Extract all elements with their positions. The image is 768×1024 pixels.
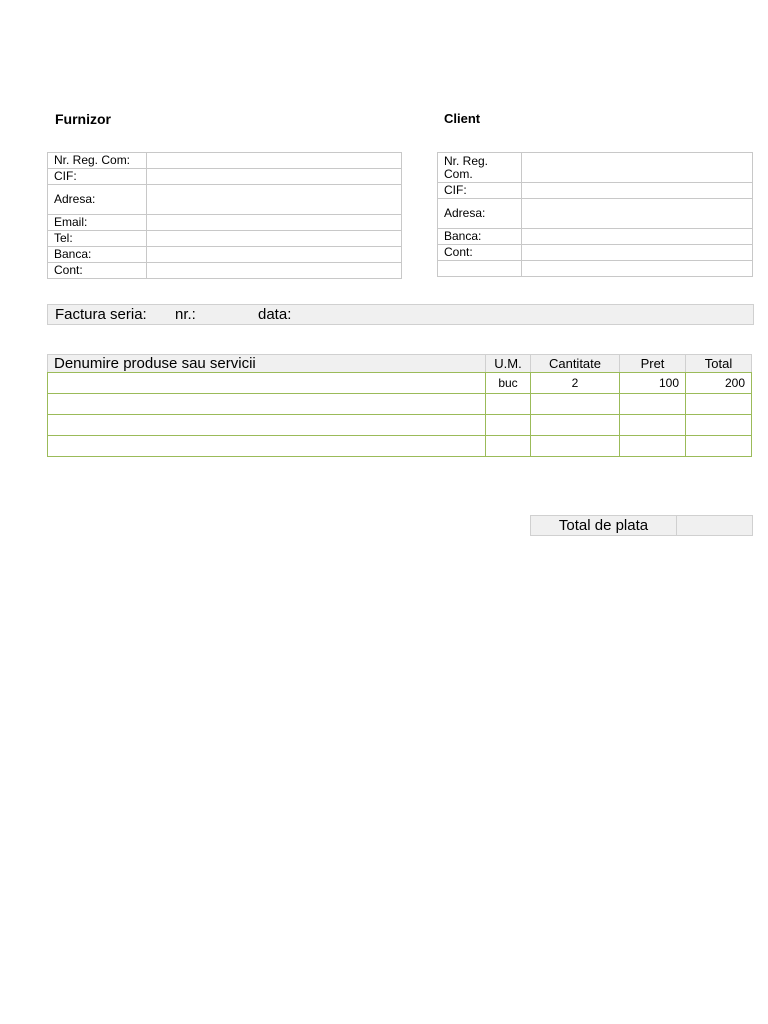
supplier-email-value[interactable]	[147, 215, 402, 231]
supplier-row-address	[48, 185, 402, 215]
total-row	[531, 516, 753, 536]
item-total-cell[interactable]: 200	[686, 373, 752, 394]
items-header-row	[48, 355, 752, 373]
items-header-price: Pret	[620, 355, 686, 373]
supplier-cif-label: CIF:	[48, 169, 147, 185]
supplier-bank-label: Banca:	[48, 247, 147, 263]
client-cif-label: CIF:	[438, 183, 522, 199]
supplier-address-value[interactable]	[147, 185, 402, 215]
supplier-account-label: Cont:	[48, 263, 147, 279]
table-row	[48, 394, 752, 415]
supplier-bank-value[interactable]	[147, 247, 402, 263]
item-total-cell[interactable]	[686, 394, 752, 415]
table-row	[48, 436, 752, 457]
item-unit-cell[interactable]	[486, 415, 531, 436]
supplier-row-tel	[48, 231, 402, 247]
client-reg-com-value[interactable]	[522, 153, 753, 183]
item-unit-cell[interactable]	[486, 394, 531, 415]
supplier-tel-value[interactable]	[147, 231, 402, 247]
supplier-row-email	[48, 215, 402, 231]
supplier-tel-label: Tel:	[48, 231, 147, 247]
supplier-row-reg-com	[48, 153, 402, 169]
item-price-cell[interactable]	[620, 436, 686, 457]
items-header-name: Denumire produse sau servicii	[48, 355, 486, 373]
items-header-quantity: Cantitate	[531, 355, 620, 373]
items-table	[47, 354, 752, 457]
item-total-cell[interactable]	[686, 436, 752, 457]
client-reg-com-label-line1: Nr. Reg.	[444, 153, 489, 168]
item-price-cell[interactable]	[620, 415, 686, 436]
total-table	[530, 515, 753, 536]
client-bank-label: Banca:	[438, 229, 522, 245]
client-address-label: Adresa:	[438, 199, 522, 229]
client-account-label: Cont:	[438, 245, 522, 261]
item-quantity-cell[interactable]	[531, 394, 620, 415]
client-row-reg-com	[438, 153, 753, 183]
client-table	[437, 152, 753, 277]
item-price-cell[interactable]	[620, 394, 686, 415]
supplier-row-cif	[48, 169, 402, 185]
table-row	[48, 415, 752, 436]
client-reg-com-label	[438, 153, 522, 183]
client-address-value[interactable]	[522, 199, 753, 229]
client-row-cif	[438, 183, 753, 199]
supplier-email-label: Email:	[48, 215, 147, 231]
invoice-number-label: nr.:	[175, 306, 196, 323]
items-header-total: Total	[686, 355, 752, 373]
client-row-account	[438, 245, 753, 261]
invoice-info-bar	[47, 304, 754, 325]
client-row-blank	[438, 261, 753, 277]
client-cif-value[interactable]	[522, 183, 753, 199]
item-quantity-cell[interactable]	[531, 415, 620, 436]
supplier-row-account	[48, 263, 402, 279]
supplier-account-value[interactable]	[147, 263, 402, 279]
client-row-bank	[438, 229, 753, 245]
table-row	[48, 373, 752, 394]
supplier-row-bank	[48, 247, 402, 263]
items-header-unit: U.M.	[486, 355, 531, 373]
item-unit-cell[interactable]	[486, 436, 531, 457]
client-row-address	[438, 199, 753, 229]
item-quantity-cell[interactable]: 2	[531, 373, 620, 394]
supplier-table	[47, 152, 402, 279]
item-name-cell[interactable]	[48, 415, 486, 436]
supplier-cif-value[interactable]	[147, 169, 402, 185]
item-quantity-cell[interactable]	[531, 436, 620, 457]
supplier-reg-com-value[interactable]	[147, 153, 402, 169]
supplier-heading: Furnizor	[55, 111, 111, 127]
item-price-cell[interactable]: 100	[620, 373, 686, 394]
invoice-date-label: data:	[258, 306, 292, 323]
invoice-series-label: Factura seria:	[55, 306, 147, 323]
client-heading: Client	[444, 111, 481, 126]
client-reg-com-label-line2: Com.	[444, 166, 473, 181]
item-total-cell[interactable]	[686, 415, 752, 436]
item-unit-cell[interactable]: buc	[486, 373, 531, 394]
supplier-address-label: Adresa:	[48, 185, 147, 215]
client-blank-value[interactable]	[522, 261, 753, 277]
item-name-cell[interactable]	[48, 436, 486, 457]
client-blank-label	[438, 261, 522, 277]
supplier-reg-com-label: Nr. Reg. Com:	[48, 153, 147, 169]
client-bank-value[interactable]	[522, 229, 753, 245]
item-name-cell[interactable]	[48, 394, 486, 415]
item-name-cell[interactable]	[48, 373, 486, 394]
total-label: Total de plata	[531, 516, 677, 536]
client-account-value[interactable]	[522, 245, 753, 261]
total-value[interactable]	[677, 516, 753, 536]
